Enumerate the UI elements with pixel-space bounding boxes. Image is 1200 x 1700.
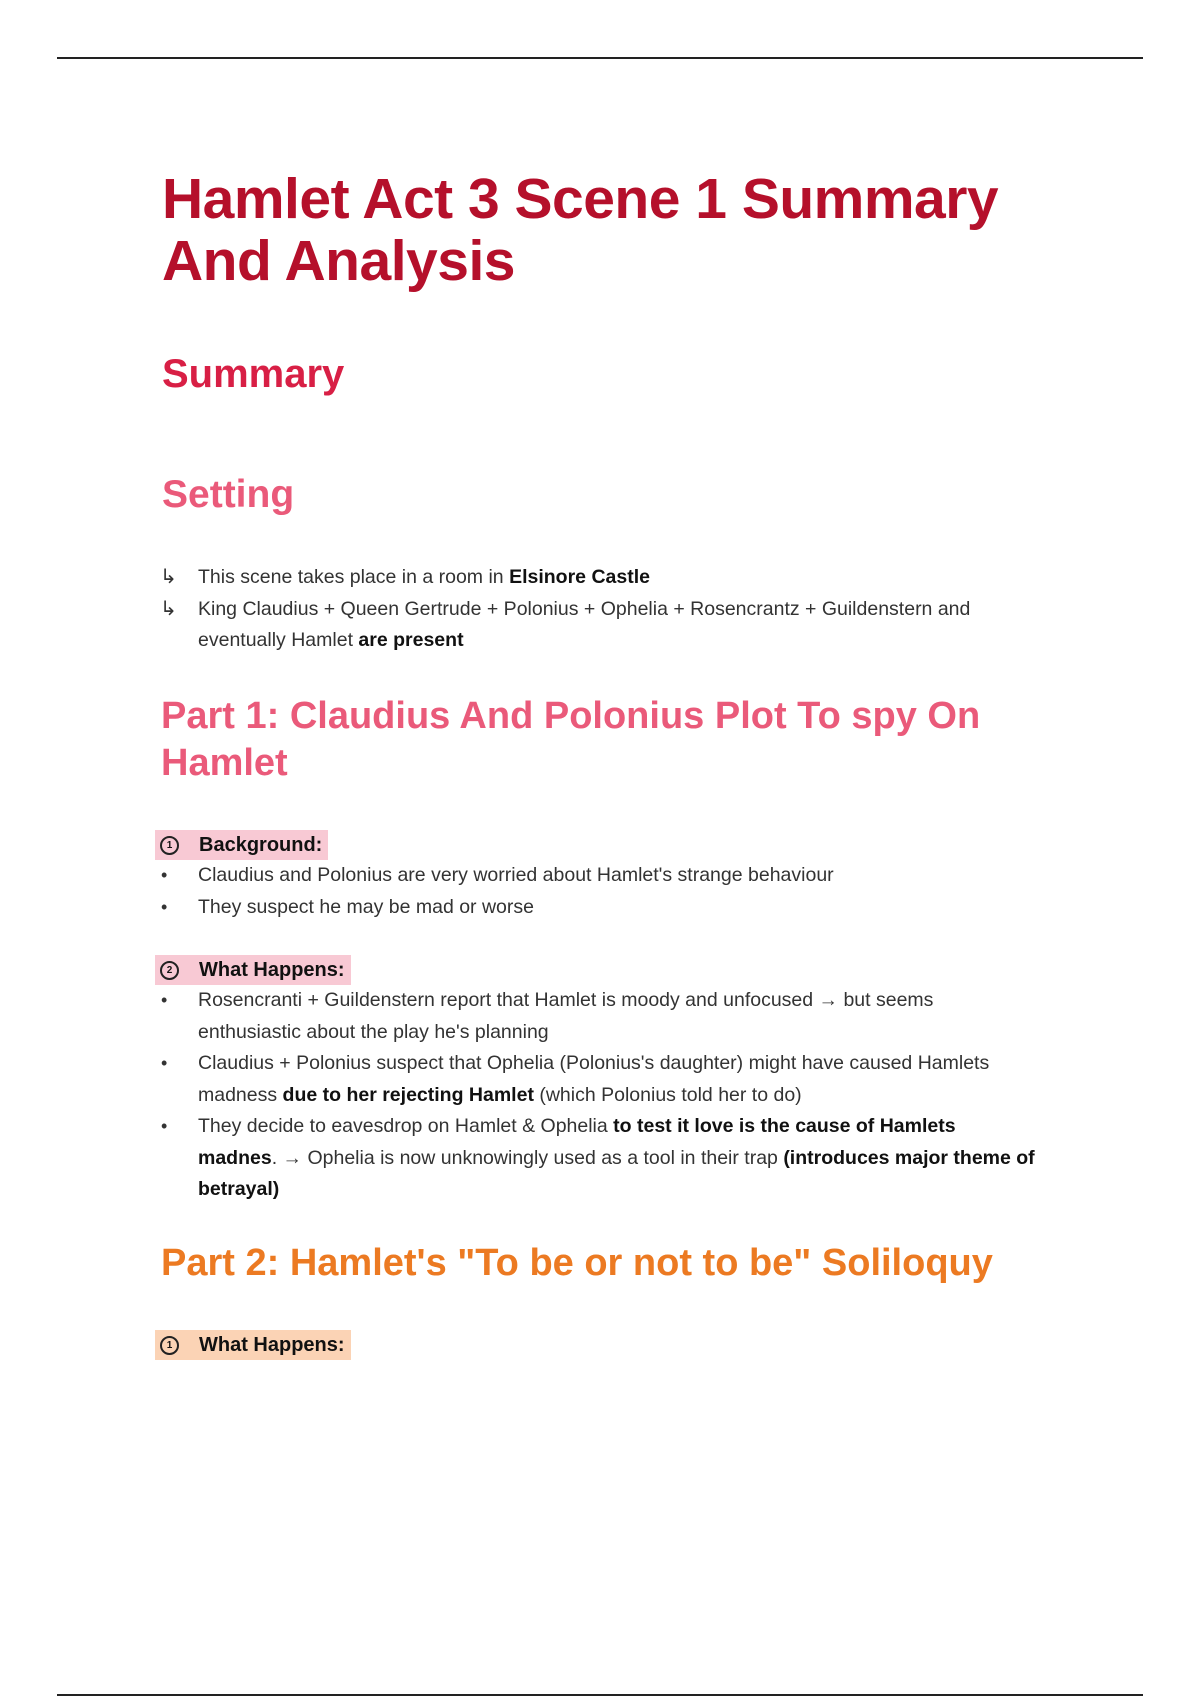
list-item-text: (which Polonius told her to do) (533, 1083, 802, 1106)
background-label (155, 830, 328, 860)
list-item-text: Claudius and Polonius are very worried about Hamlet's strange behaviour (198, 864, 834, 886)
part1-heading: Part 1: Claudius And Polonius Plot To spy On Hamlet (161, 695, 981, 784)
list-item (160, 594, 1040, 657)
what-happens-list (160, 985, 1040, 1206)
page-title: Hamlet Act 3 Scene 1 Summary And Analysis (162, 167, 999, 293)
background-list (160, 860, 1040, 923)
list-item-emphasis: Elsinore Castle (509, 566, 650, 588)
bullet-icon: • (161, 1116, 168, 1136)
list-item (160, 860, 1040, 892)
what-happens-label-text: What Happens: (199, 958, 345, 981)
circled-number-icon: 1 (160, 1336, 179, 1355)
setting-list (160, 562, 1040, 657)
circled-number-icon: 1 (160, 836, 179, 855)
list-item-emphasis: are present (358, 629, 464, 651)
background-label-text: Background: (199, 833, 323, 856)
list-item-text: . → Ophelia is now unknowingly used as a tool in their trap (271, 1146, 784, 1169)
list-item-text: They decide to eavesdrop on Hamlet & Ophelia (198, 1115, 614, 1137)
bullet-icon: • (161, 865, 168, 885)
bullet-icon: • (161, 896, 168, 917)
bottom-rule (57, 1694, 1143, 1696)
part2-what-happens-label (155, 1330, 351, 1360)
list-item (160, 562, 1040, 594)
bullet-icon: • (161, 1053, 168, 1073)
bullet-icon: • (161, 990, 168, 1010)
top-rule (57, 57, 1143, 59)
what-happens-label (155, 955, 351, 985)
list-item-text: This scene takes place in a room in (198, 566, 510, 588)
return-arrow-icon: ↳ (160, 597, 177, 620)
list-item-text: Claudius + Polonius suspect that Ophelia (Polonius's daughter) might have caused Hamlets madness (198, 1052, 990, 1106)
list-item-text: They suspect he may be mad or worse (198, 895, 534, 918)
list-item-emphasis: to test it love is the cause of Hamlets madnes (198, 1115, 956, 1169)
list-item (160, 1048, 1040, 1111)
part2-heading: Part 2: Hamlet's "To be or not to be" Soliloquy (161, 1242, 993, 1284)
list-item (160, 985, 1040, 1048)
list-item (160, 1111, 1040, 1206)
list-item-emphasis: due to her rejecting Hamlet (282, 1083, 534, 1106)
return-arrow-icon: ↳ (160, 566, 177, 588)
part2-what-happens-label-text: What Happens: (199, 1333, 345, 1356)
circled-number-icon: 2 (160, 961, 179, 980)
list-item (160, 892, 1040, 924)
list-item-text: Rosencranti + Guildenstern report that Hamlet is moody and unfocused → but seems enthusiastic about the play he's planning (198, 989, 934, 1043)
list-item-emphasis: (introduces major theme of betrayal) (198, 1146, 1035, 1200)
list-item-text: King Claudius + Queen Gertrude + Polonius + Ophelia + Rosencrantz + Guildenstern and eventually Hamlet (198, 597, 971, 651)
summary-heading: Summary (162, 352, 345, 396)
setting-heading: Setting (162, 473, 295, 516)
